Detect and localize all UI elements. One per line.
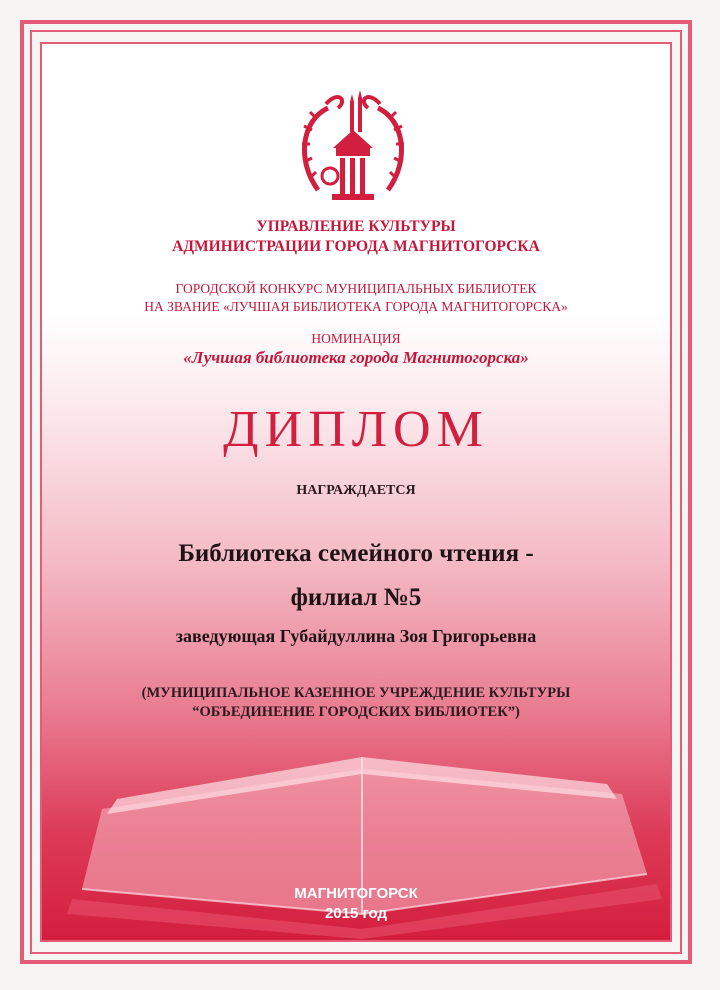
nomination-label: НОМИНАЦИЯ [311, 331, 401, 346]
contest-line-1: ГОРОДСКОЙ КОНКУРС МУНИЦИПАЛЬНЫХ БИБЛИОТЕК [175, 281, 537, 296]
awarded-label: НАГРАЖДАЕТСЯ [296, 483, 416, 498]
contest-line-2: НА ЗВАНИЕ «ЛУЧШАЯ БИБЛИОТЕКА ГОРОДА МАГНИТОГОРСКА» [144, 299, 568, 314]
institution-line-2: “ОБЪЕДИНЕНИЕ ГОРОДСКИХ БИБЛИОТЕК”) [192, 704, 520, 720]
recipient-line-2: филиал №5 [290, 584, 422, 611]
institution-line-1: (МУНИЦИПАЛЬНОЕ КАЗЕННОЕ УЧРЕЖДЕНИЕ КУЛЬТУРЫ [141, 685, 571, 701]
nomination-title: «Лучшая библиотека города Магнитогорска» [183, 348, 529, 367]
org-line-2: АДМИНИСТРАЦИИ ГОРОДА МАГНИТОГОРСКА [172, 238, 540, 255]
diploma-title: ДИПЛОМ [223, 401, 489, 458]
footer-city: МАГНИТОГОРСК [294, 885, 418, 902]
org-line-1: УПРАВЛЕНИЕ КУЛЬТУРЫ [256, 218, 456, 235]
open-book-illustration [62, 699, 662, 939]
lyre-library-emblem-icon [288, 90, 418, 210]
recipient-line-1: Библиотека семейного чтения - [178, 540, 534, 567]
head-librarian: заведующая Губайдуллина Зоя Григорьевна [175, 626, 537, 646]
footer-year: 2015 год [324, 905, 388, 922]
